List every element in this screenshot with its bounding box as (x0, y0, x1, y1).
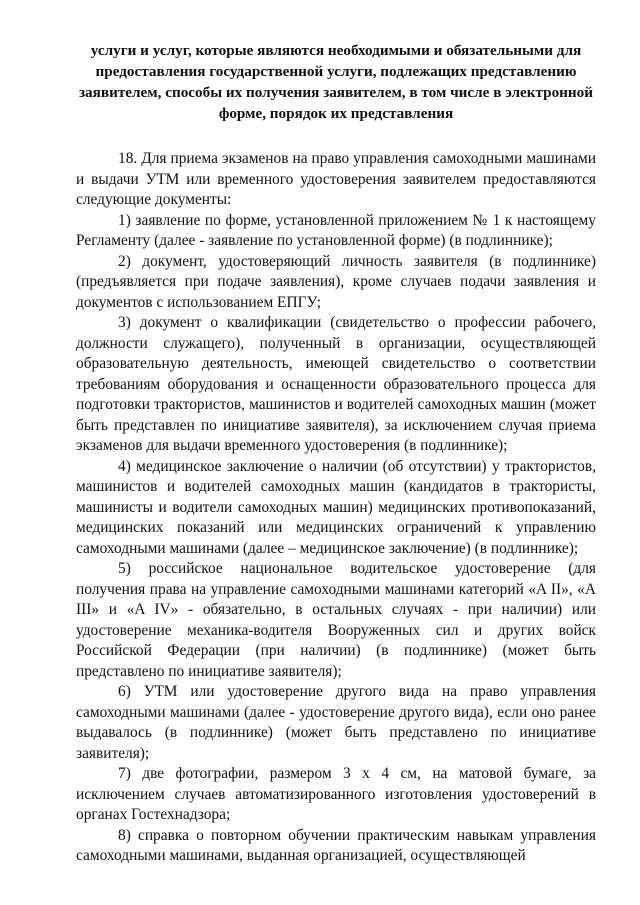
list-item-8: 8) справка о повторном обучении практическим навыкам управления самоходными машинами, выданная организацией, осуществляющей (76, 826, 596, 864)
document-page (76, 40, 596, 867)
list-item-6: 6) УТМ или удостоверение другого вида на право управления самоходными машинами (далее - удостоверение другого вида), если оно ранее выдавалось (в подлиннике) (может быть представлено по инициативе заявителя); (76, 683, 596, 762)
list-item-7: 7) две фотографии, размером 3 x 4 см, на матовой бумаге, за исключением случаев автоматизированного изготовления удостоверений в органах Гостехнадзора; (76, 765, 596, 823)
list-item-3: 3) документ о квалификации (свидетельство о профессии рабочего, должности служащего), полученный в организации, осуществляющей образовательную деятельность, имеющей свидетельство о соответствии требованиям оборудования и оснащенности образовательного процесса для подготовки трактористов, машинистов и водителей самоходных машин (может быть представлен по инициативе заявителя), за исключением случая приема экзаменов для выдачи временного удостоверения (в подлиннике); (76, 314, 596, 454)
section-heading: услуги и услуг, которые являются необходимыми и обязательными для предоставления государственной услуги, подлежащих представлению заявителем, способы их получения заявителем, в том числе в электронной форме, порядок их представления (78, 42, 594, 122)
list-item-1: 1) заявление по форме, установленной приложением № 1 к настоящему Регламенту (далее - заявление по установленной форме) (в подлиннике); (76, 211, 596, 249)
list-item-5: 5) российское национальное водительское удостоверение (для получения права на управление самоходными машинами категорий «A II», «A III» и «A IV» - обязательно, в остальных случаях - при наличии) или удостоверение механика-водителя Вооруженных сил и других войск Российской Федерации (при наличии) (в подлиннике) (может быть представлено по инициативе заявителя); (76, 560, 596, 680)
list-item-2: 2) документ, удостоверяющий личность заявителя (в подлиннике) (предъявляется при подаче заявления), кроме случаев подачи заявления и документов с использованием ЕПГУ; (76, 252, 596, 311)
paragraph-18: 18. Для приема экзаменов на право управления самоходными машинами и выдачи УТМ или временного удостоверения заявителем предоставляются следующие документы: (76, 150, 596, 208)
list-item-4: 4) медицинское заключение о наличии (об отсутствии) у трактористов, машинистов и водителей самоходных машин (кандидатов в трактористы, машинисты и водители самоходных машин) медицинских противопоказаний, медицинских показаний или медицинских ограничений к управлению самоходными машинами (далее – медицинское заключение) (в подлиннике); (76, 457, 596, 557)
